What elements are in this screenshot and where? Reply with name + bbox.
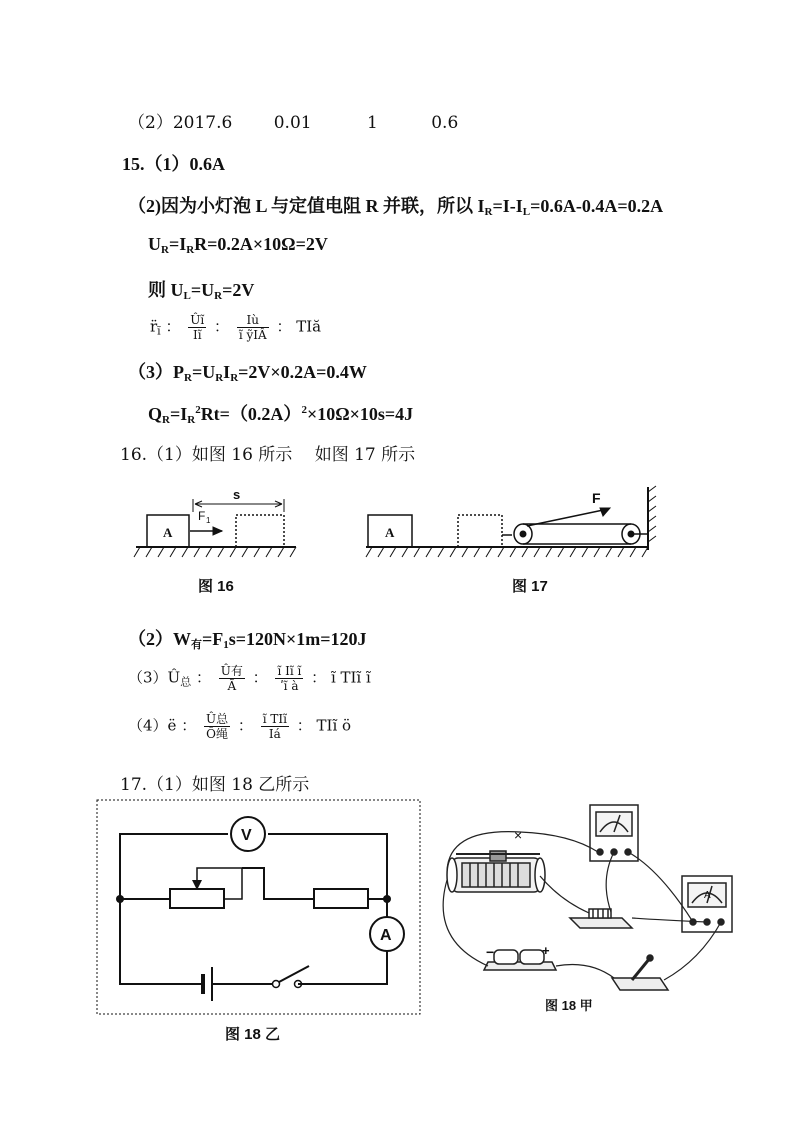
q15-l3-s1: R	[161, 244, 169, 256]
q15-l7-s2: R	[187, 414, 196, 426]
q16-l2-t3: s=120N×1m=120J	[228, 629, 367, 649]
q15-l5-t1: r̈	[150, 317, 158, 336]
fig18yi-caption: 图 18 乙	[225, 1026, 281, 1043]
q15-l5-frac1-den: Iĩ	[192, 328, 202, 342]
q14-label: （2）	[128, 113, 173, 133]
q16-l3-result: ĩ TIĩ ĩ	[330, 668, 371, 687]
fig18jia-plus-label: +	[542, 943, 550, 958]
fig18yi-wire-top-right	[268, 834, 387, 917]
fig17-caption: 图 17	[512, 578, 548, 595]
fig16-label-f: F	[198, 509, 206, 523]
fig17-wall-hatch	[648, 486, 656, 542]
q15-l7-sup1: 2	[195, 404, 201, 416]
fig18jia-ammeter	[682, 876, 732, 932]
fig17-force-arrowhead	[600, 508, 610, 516]
fig18yi-switch-left-contact	[273, 981, 280, 988]
q16-l4-colon2: ：	[237, 716, 253, 735]
fig18jia-ammeter-mark: A	[704, 890, 711, 901]
fig18yi-junction-right	[383, 895, 391, 903]
q16-l3-colon1: ：	[195, 668, 211, 687]
fig16-ground-hatch	[134, 547, 296, 557]
fig16-label-s: s	[233, 487, 241, 502]
fig18jia-resistor-board	[570, 909, 632, 928]
fig18yi-resistor	[314, 889, 368, 908]
q15-l5-frac2-den: ĩ ỹIÂ	[238, 328, 267, 342]
q15-l7-s1: R	[162, 414, 170, 426]
q15-l6-s3: R	[230, 372, 239, 384]
q16-l3-colon3: ：	[311, 668, 327, 687]
figure-18-jia	[443, 805, 732, 990]
q16-line-4	[128, 712, 351, 741]
fig17-block-moved	[458, 515, 502, 547]
q15-l6-s1: R	[184, 372, 192, 384]
q16-l3-frac2-den: ʹĩ à	[280, 679, 299, 693]
q15-l2-sub2: L	[522, 206, 531, 218]
q16-heading: 16.（1）如图 16 所示 如图 17 所示	[120, 445, 416, 465]
figure-16	[134, 499, 296, 557]
q17-heading: 17.（1）如图 18 乙所示	[120, 775, 310, 795]
q15-l7-t1: Q	[148, 404, 163, 424]
fig18yi-rheostat	[170, 889, 224, 908]
fig18yi-switch-lever	[279, 966, 309, 982]
fig17-label-f: F	[592, 490, 601, 506]
q15-l2-sub1: R	[484, 206, 493, 218]
q15-l7-t3: Rt=（0.2A）	[200, 404, 302, 424]
q15-l6-t1: （3）P	[128, 362, 184, 382]
q16-l3-colon2: ：	[252, 668, 268, 687]
q15-l2-text: （2)因为小灯泡 L 与定值电阻 R 并联，所以 I	[128, 196, 485, 216]
q15-l3-t3: R=0.2A×10Ω=2V	[194, 234, 328, 254]
q16-l3-frac1-num: Û有	[220, 664, 243, 678]
q15-l6-t2: =U	[191, 362, 216, 382]
fig18yi-wire-mid	[242, 868, 314, 899]
q15-l4-s2: R	[214, 290, 223, 302]
q16-l2-s1: 有	[191, 639, 202, 651]
fig16-label-f-sub: 1	[206, 516, 211, 525]
q14-value-2: 0.01	[273, 113, 312, 133]
fig17-pulley-moving-axle	[520, 531, 526, 537]
fig18yi-wire-bottom-left	[120, 899, 203, 984]
fig16-block-moved	[236, 515, 284, 547]
q16-l4-frac1-den: Ô绳	[206, 727, 228, 741]
q15-l7-t2: =I	[169, 404, 188, 424]
fig16-caption: 图 16	[198, 578, 234, 595]
q15-l6-t3: I	[223, 362, 231, 382]
q15-l6-s2: R	[215, 372, 224, 384]
q15-l4-s1: L	[183, 290, 191, 302]
fig16-force-arrowhead	[213, 527, 222, 535]
fig18yi-frame	[97, 800, 420, 1014]
q16-l4-frac1-num: Û总	[206, 712, 229, 726]
q16-line-2	[128, 625, 367, 652]
q15-l4-t3: =2V	[222, 280, 255, 300]
q14-value-1: 2017.6	[172, 113, 233, 133]
q15-l5-s1: ĩ	[157, 324, 161, 338]
q15-l2-text2: =I-I	[492, 196, 523, 216]
fig17-label-a: A	[385, 525, 395, 540]
q16-l4-frac1	[204, 712, 230, 741]
q16-l2-t1: （2）W	[128, 629, 191, 649]
fig18yi-slider-wire	[197, 868, 242, 899]
fig16-label-a: A	[163, 525, 173, 540]
q16-l3-s1: 总	[180, 675, 192, 689]
q15-heading: 15.（1）0.6A	[122, 154, 225, 174]
q15-l2-text3: =0.6A-0.4A=0.2A	[530, 196, 664, 216]
q15-l3-t2: =I	[168, 234, 187, 254]
q16-l4-frac2	[261, 712, 289, 741]
q16-l3-frac1	[219, 664, 245, 693]
q15-l5-colon3: ：	[276, 317, 292, 336]
q15-l5-colon1: ：	[165, 317, 181, 336]
q15-l3-s2: R	[186, 244, 195, 256]
q16-l3-frac2	[275, 664, 303, 693]
q16-l4-frac2-den: Iá	[268, 727, 281, 741]
fig18jia-cross-mark: ×	[514, 827, 523, 843]
q14-value-3: 1	[366, 113, 378, 133]
q15-l5-result: TIă	[296, 317, 322, 336]
q15-l4-t2: =U	[190, 280, 215, 300]
fig17-ground-hatch	[366, 547, 648, 557]
fig18yi-junction-left	[116, 895, 124, 903]
fig18jia-minus-label: −	[486, 944, 495, 960]
q15-l3-t1: U	[148, 234, 161, 254]
q15-l5-colon2: ：	[214, 317, 230, 336]
q16-l4-t1: （4）ë	[128, 716, 177, 735]
fig18yi-voltmeter-label: V	[241, 827, 252, 844]
q15-l7-t4: ×10Ω×10s=4J	[306, 404, 414, 424]
fig18jia-switch	[612, 955, 668, 990]
q16-l4-colon3: ：	[296, 716, 312, 735]
q16-l2-s2: 1	[223, 639, 229, 651]
fig18jia-rheostat	[447, 851, 545, 892]
q16-l3-t1: （3）Û	[128, 668, 181, 687]
q15-l4-t1: 则 U	[148, 280, 184, 300]
figure-18-yi	[120, 817, 404, 1001]
q16-line-3	[128, 664, 371, 693]
q16-l3-frac1-den: Ã	[227, 679, 237, 693]
q15-l5-frac1-num: Ûĩ	[190, 313, 205, 327]
q16-l4-frac2-num: ĩ TIĩ	[262, 712, 287, 726]
q16-l4-colon1: ：	[181, 716, 197, 735]
q15-l5-frac2-num: Iù	[237, 313, 269, 328]
q15-l7-sup2: 2	[301, 404, 307, 416]
q14-value-4: 0.6	[431, 113, 459, 133]
fig18yi-wire-bottom-right	[298, 951, 387, 984]
figure-17	[366, 486, 656, 557]
q15-l6-t4: =2V×0.2A=0.4W	[238, 362, 367, 382]
fig18yi-ammeter-label: A	[380, 927, 392, 944]
fig18jia-caption: 图 18 甲	[545, 998, 593, 1013]
q16-l4-result: TIĩ ö	[316, 716, 352, 735]
q16-l3-frac2-num: ĩ Iĩ ĩ	[277, 664, 302, 678]
q16-l2-t2: =F	[202, 629, 224, 649]
